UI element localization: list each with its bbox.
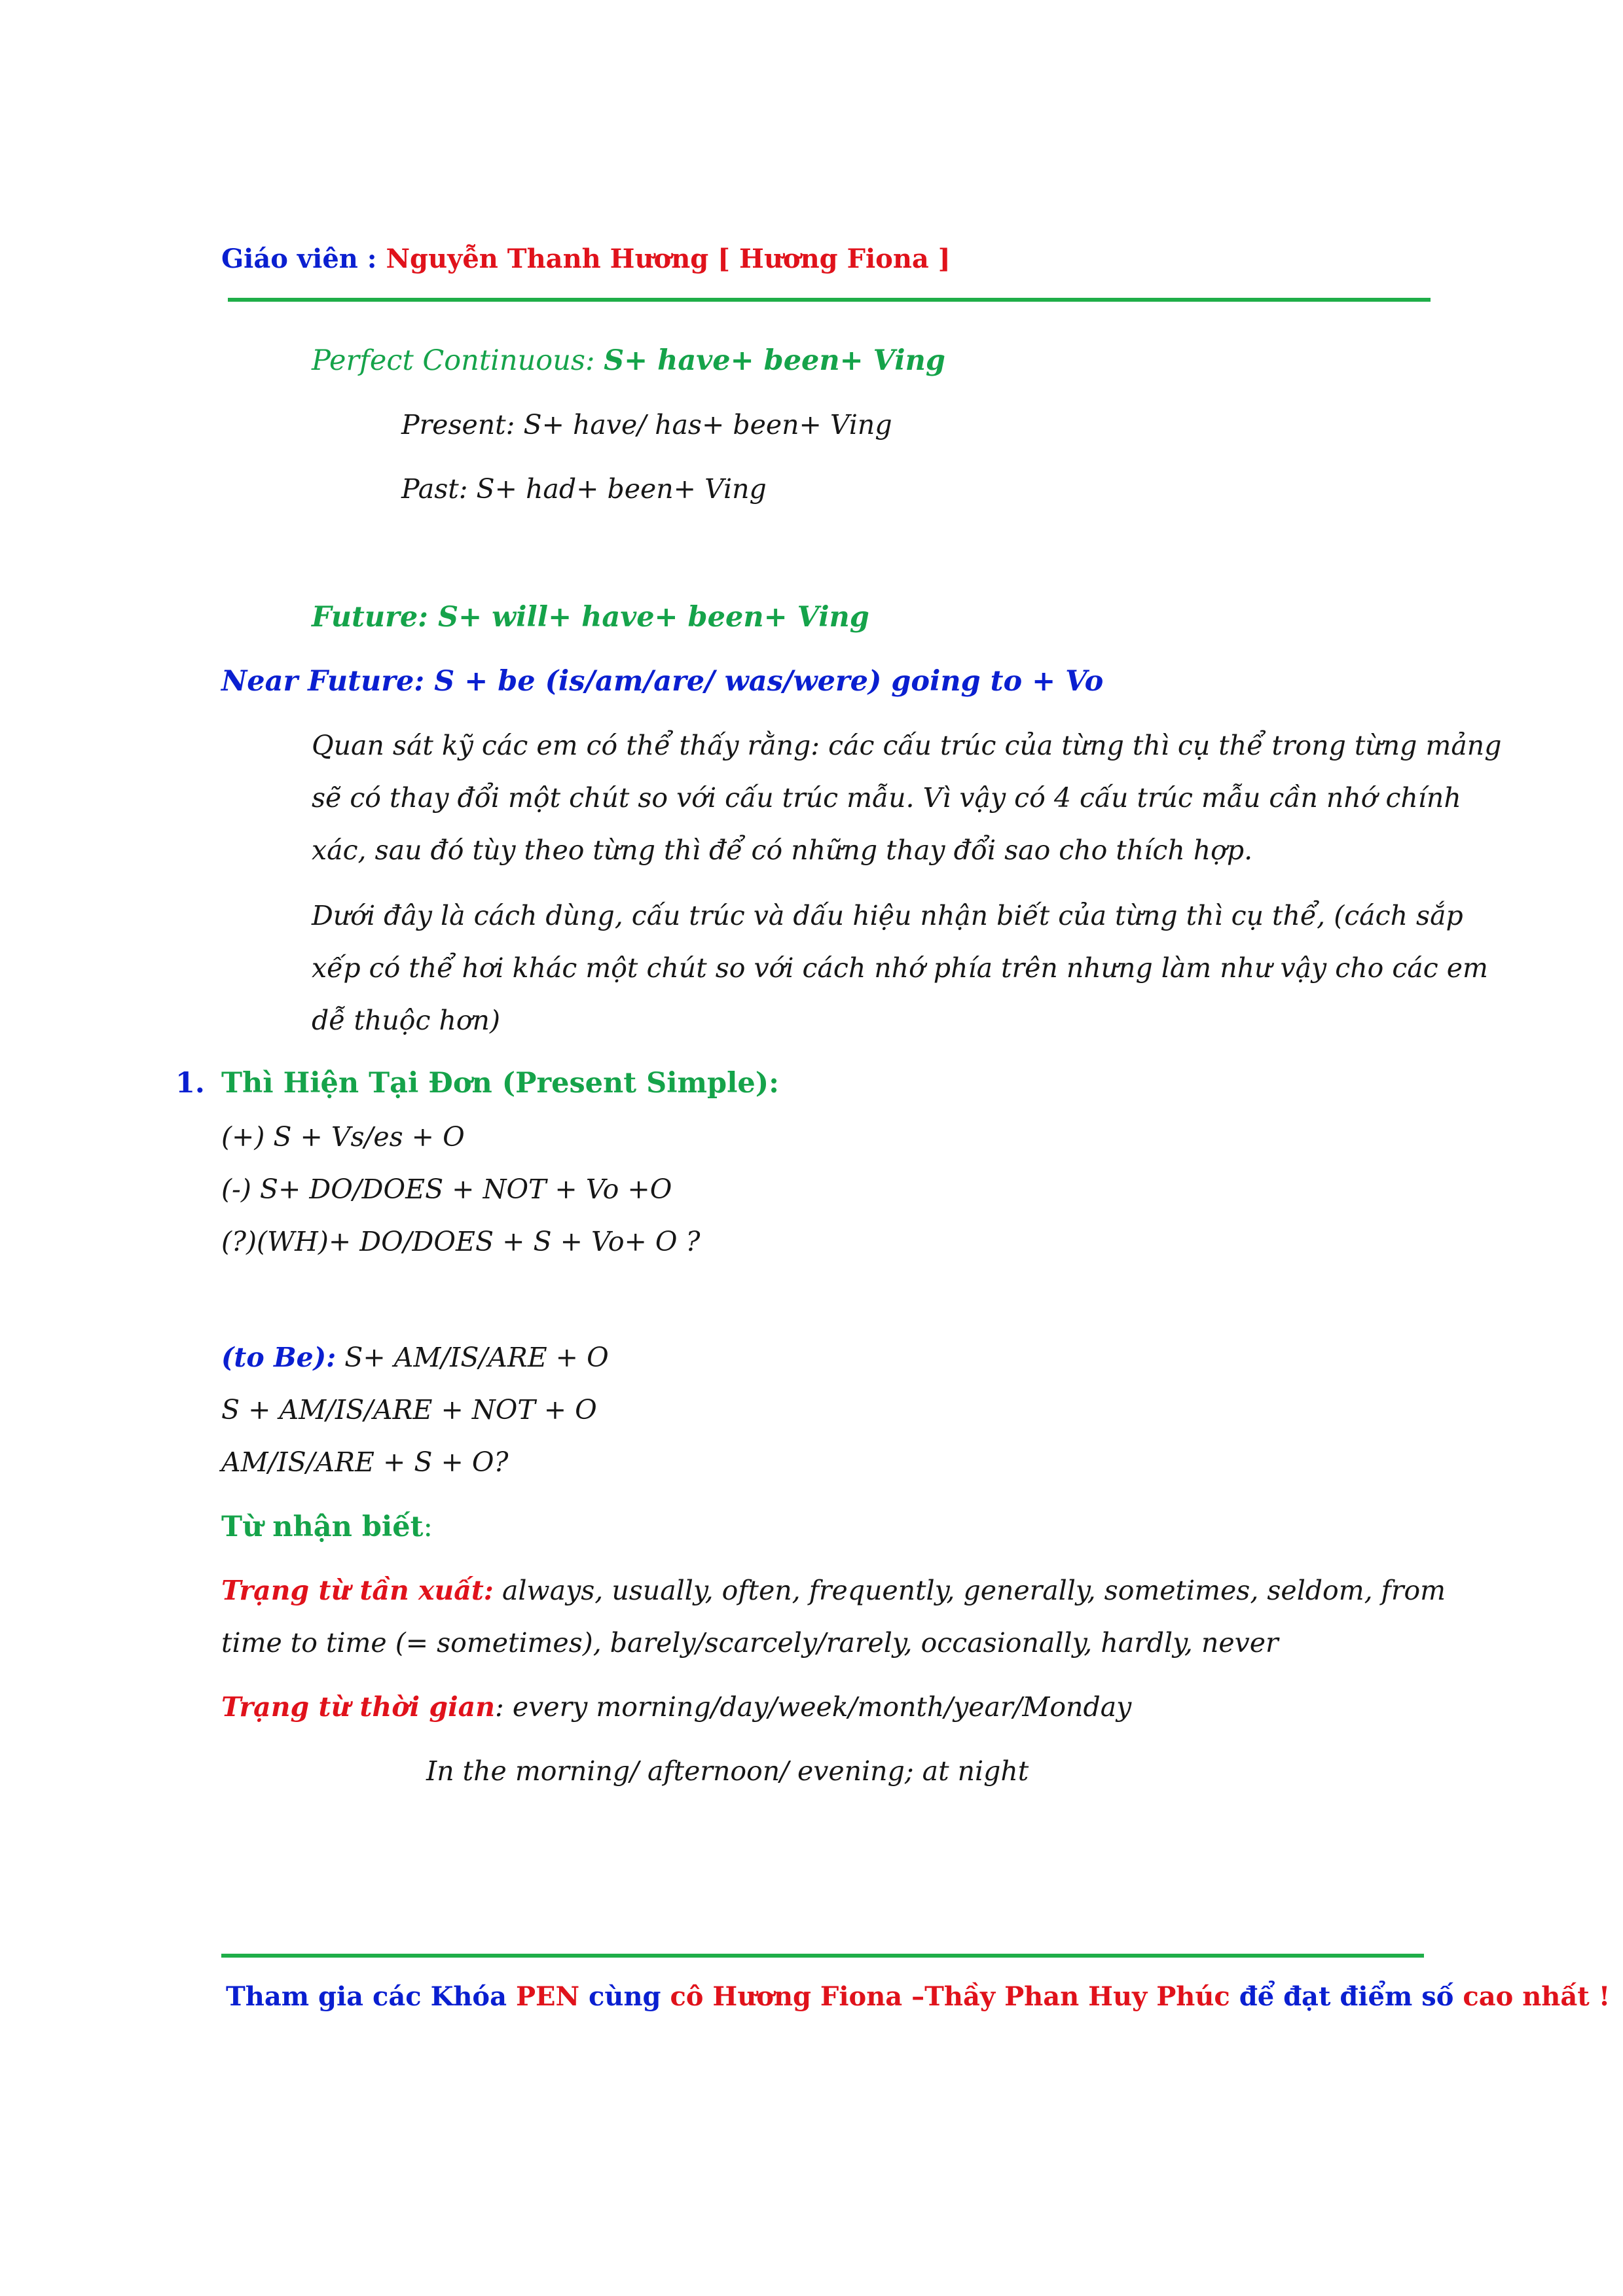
- to-be-question: AM/IS/ARE + S + O?: [221, 1446, 509, 1478]
- footer-highlight: cao nhất !: [1463, 1981, 1611, 2012]
- time-words-continued: In the morning/ afternoon/ evening; at night: [426, 1755, 1029, 1787]
- note-line: Dưới đây là cách dùng, cấu trúc và dấu hiệu nhận biết của từng thì cụ thể, (cách sắp: [312, 900, 1463, 931]
- perfect-continuous-line: [312, 344, 945, 377]
- future-formula: Future: S+ will+ have+ been+ Ving: [312, 601, 869, 634]
- negative-formula: (-) S+ DO/DOES + NOT + Vo +O: [221, 1174, 672, 1205]
- note-line: sẽ có thay đổi một chút so với cấu trúc mẫu. Vì vậy có 4 cấu trúc mẫu cần nhớ chính: [312, 782, 1461, 814]
- perfect-continuous-label: Perfect Continuous:: [312, 344, 604, 377]
- perfect-continuous-formula: S+ have+ been+ Ving: [604, 344, 945, 377]
- signal-label: Từ nhận biết: [221, 1511, 424, 1543]
- time-words: : every morning/day/week/month/year/Monday: [495, 1691, 1132, 1723]
- teacher-colon: :: [357, 243, 386, 274]
- to-be-positive: S+ AM/IS/ARE + O: [336, 1342, 609, 1373]
- teacher-label: Giáo viên: [221, 243, 358, 274]
- near-future-formula: Near Future: S + be (is/am/are/ was/were) going to + Vo: [221, 665, 1104, 698]
- footer-part: để đạt điểm số: [1230, 1981, 1463, 2012]
- section-title: Thì Hiện Tại Đơn (Present Simple):: [221, 1067, 780, 1100]
- time-line: [221, 1691, 1131, 1723]
- note-line: dễ thuộc hơn): [312, 1005, 500, 1036]
- present-formula: Present: S+ have/ has+ been+ Ving: [401, 409, 892, 440]
- note-line: Quan sát kỹ các em có thể thấy rằng: các cấu trúc của từng thì cụ thể trong từng mảng: [312, 730, 1502, 761]
- signal-colon: :: [423, 1511, 433, 1543]
- footer-part: cùng: [579, 1981, 670, 2012]
- section-number: 1.: [175, 1067, 205, 1100]
- positive-formula: (+) S + Vs/es + O: [221, 1121, 465, 1153]
- to-be-label: (to Be):: [221, 1342, 337, 1373]
- header-rule: [228, 298, 1431, 302]
- footer-part: Tham gia các Khóa: [226, 1981, 516, 2012]
- past-formula: Past: S+ had+ been+ Ving: [401, 473, 767, 505]
- frequency-label: Trạng từ tần xuất:: [221, 1575, 494, 1606]
- teacher-name: Nguyễn Thanh Hương [ Hương Fiona ]: [386, 243, 951, 274]
- footer-pen: PEN: [515, 1981, 580, 2012]
- frequency-words-continued: time to time (= sometimes), barely/scarcely/rarely, occasionally, hardly, never: [221, 1627, 1279, 1659]
- to-be-negative: S + AM/IS/ARE + NOT + O: [221, 1394, 597, 1426]
- signal-words-heading: [221, 1511, 433, 1543]
- to-be-positive-line: [221, 1342, 609, 1373]
- frequency-line: [221, 1575, 1446, 1606]
- footer-teachers: cô Hương Fiona –Thầy Phan Huy Phúc: [670, 1981, 1230, 2012]
- question-formula: (?)(WH)+ DO/DOES + S + Vo+ O ?: [221, 1226, 701, 1257]
- footer-rule: [221, 1954, 1424, 1958]
- footer-promo: [226, 1981, 1610, 2012]
- frequency-words: always, usually, often, frequently, generally, sometimes, seldom, from: [493, 1575, 1446, 1606]
- note-line: xác, sau đó tùy theo từng thì để có những thay đổi sao cho thích hợp.: [312, 834, 1253, 866]
- teacher-header: [221, 243, 951, 274]
- time-label: Trạng từ thời gian: [221, 1691, 496, 1723]
- note-line: xếp có thể hơi khác một chút so với cách nhớ phía trên nhưng làm như vậy cho các em: [312, 952, 1488, 984]
